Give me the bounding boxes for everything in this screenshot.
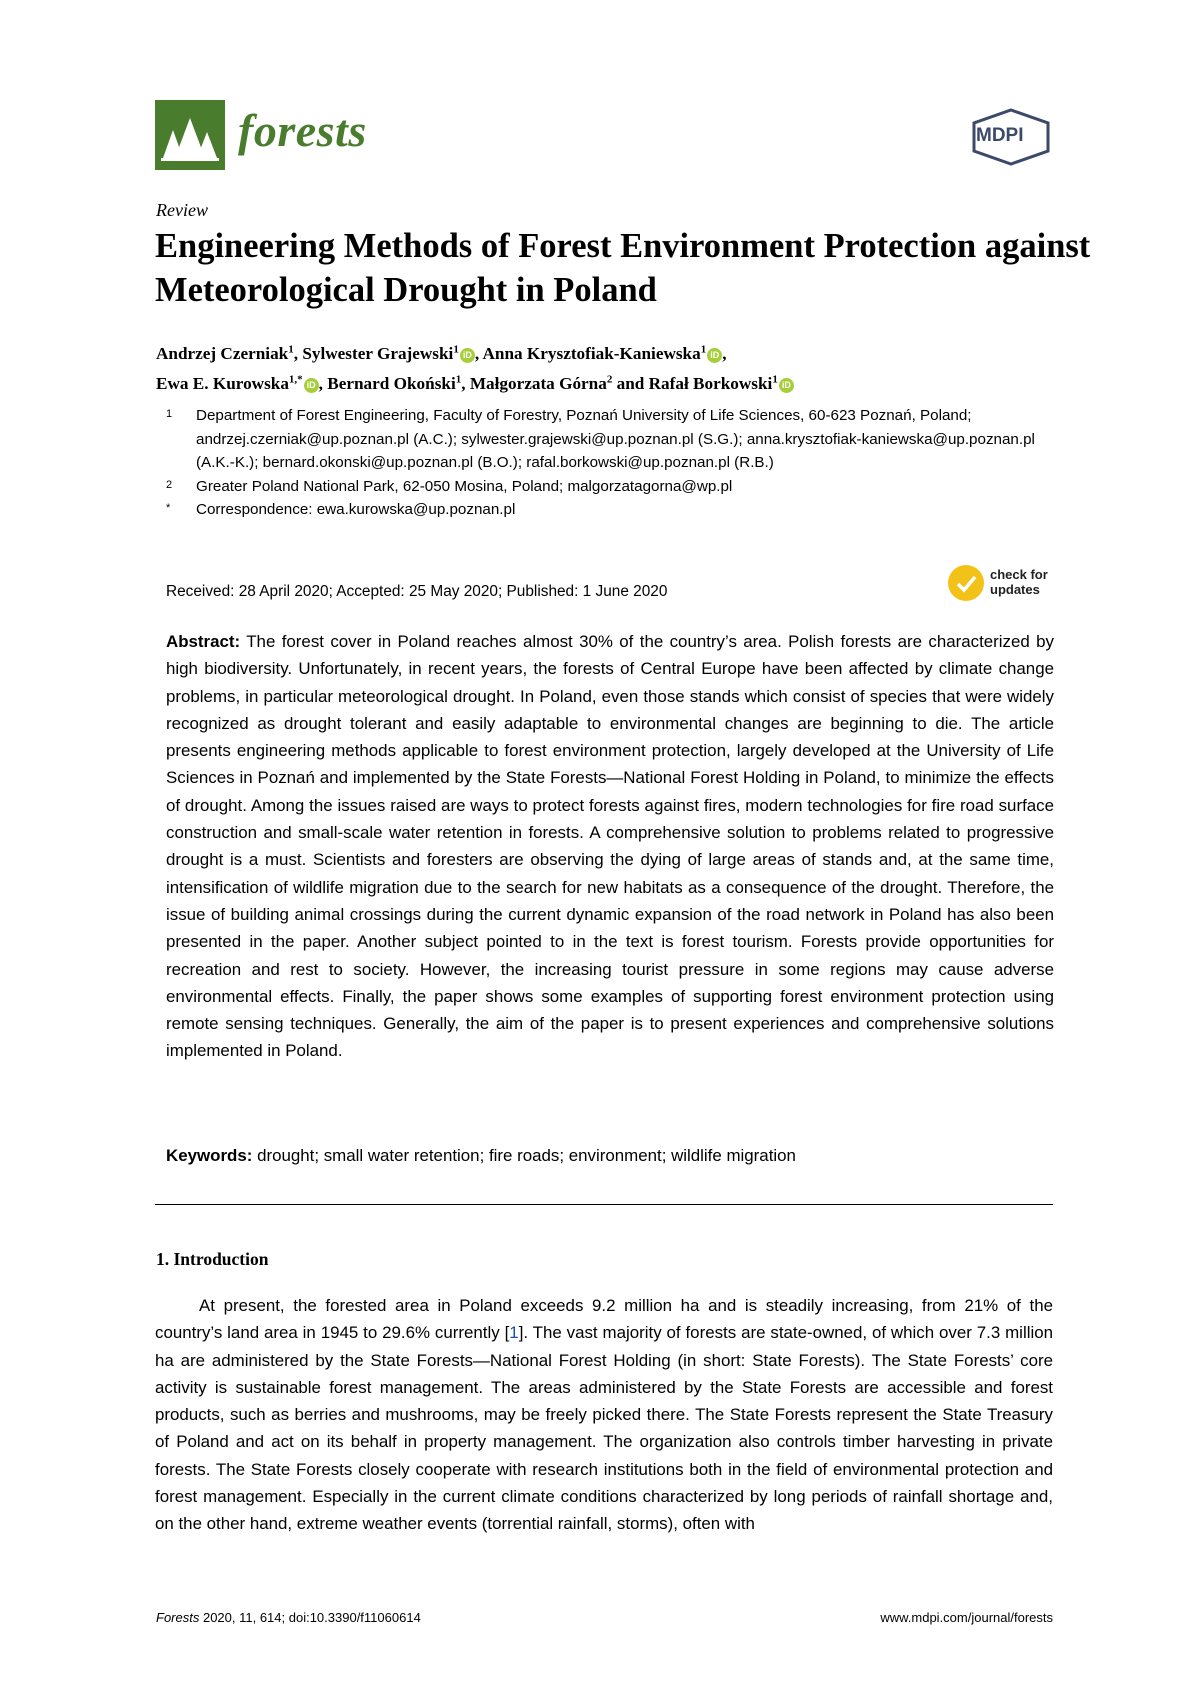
author-name: Bernard Okoński <box>327 374 456 393</box>
paper-title: Engineering Methods of Forest Environment Protection against Meteorological Drought in Poland <box>155 227 1091 309</box>
author-conjunction: and <box>616 374 645 393</box>
journal-logo <box>155 100 225 170</box>
introduction-paragraph <box>155 1292 1053 1538</box>
author-name: Andrzej Czerniak <box>156 344 289 363</box>
author-name: Sylwester Grajewski <box>302 344 454 363</box>
footer-url[interactable]: www.mdpi.com/journal/forests <box>880 1610 1053 1625</box>
publication-dates: Received: 28 April 2020; Accepted: 25 May 2020; Published: 1 June 2020 <box>166 583 668 600</box>
check-icon <box>948 565 984 601</box>
keywords <box>166 1146 1054 1166</box>
affiliation-text: Greater Poland National Park, 62-050 Mosina, Poland; malgorzatagorna@wp.pl <box>196 477 733 495</box>
author-affiliation-mark: 2 <box>606 373 613 386</box>
affiliations <box>163 404 1063 522</box>
affiliation-mark: 2 <box>166 478 173 491</box>
author-list: Andrzej Czerniak$^1$, Sylwester Grajewski$^1$ iD , Anna Krysztofiak-Kaniewska$^1$ iD , Ewa E. Kurowska$^{1,*}$ iD , Bernard Okoński$^1$, Małgorzata Górna$^2$ and Rafał Borkowski$^1$ iD <box>156 339 1096 399</box>
footer-journal: Forests <box>156 1610 200 1625</box>
orcid-icon[interactable]: iD <box>779 378 794 393</box>
author-affiliation-mark: 1 <box>453 343 459 356</box>
footer-doi: 2020, 11, 614; doi:10.3390/f11060614 <box>202 1610 421 1625</box>
author-affiliation-mark: 1 <box>455 373 462 386</box>
abstract-label: Abstract: <box>166 632 241 651</box>
author-name: Małgorzata Górna <box>469 374 607 393</box>
author-affiliation-mark: 1,* <box>288 373 303 386</box>
check-for-updates-badge[interactable] <box>948 565 1108 607</box>
check-line1: check for <box>990 567 1048 582</box>
intro-text-1: At present, the forested area in Poland exceeds 9.2 million ha and is steadily increasing, from 21% of the country’s land area in 1945 to 29.6% currently [ <box>155 1296 1053 1343</box>
affiliation-item <box>163 475 1063 499</box>
check-line2: updates <box>990 582 1040 597</box>
orcid-icon[interactable]: iD <box>707 348 722 363</box>
journal-name: forests <box>238 105 367 156</box>
affiliation-mark: 1 <box>166 408 173 420</box>
footer-citation <box>156 1610 421 1625</box>
author-affiliation-mark: 1 <box>772 373 778 386</box>
abstract-text: The forest cover in Poland reaches almost 30% of the country’s area. Polish forests are characterized by high biodiversity. Unfortunately, in recent years, the forests of Central Europe have been affected by climate change problems, in particular meteorological drought. In Poland, even those stands which consist of species that were widely recognized as drought tolerant and easily adaptable to environmental changes are beginning to die. The article presents engineering methods applicable to forest environment protection, largely developed at the University of Life Sciences in Poznań and implemented by the State Forests—National Forest Holding in Poland, to minimize the effects of drought. Among the issues raised are ways to protect forests against fires, modern technologies for fire road surface construction and small-scale water retention in forests. A comprehensive solution to problems related to progressive drought is a must. Scientists and foresters are observing the dying of large areas of stands and, at the same time, intensification of wildlife migration due to the search for new habitats as a consequence of the drought. Therefore, the issue of building animal crossings during the current dynamic expansion of the road network in Poland has also been presented in the paper. Another subject pointed to in the text is forest tourism. Forests provide opportunities for recreation and rest to society. However, the increasing tourist pressure in some regions may cause adverse environmental effects. Finally, the paper shows some examples of supporting forest environment protection using remote sensing techniques. Generally, the aim of the paper is to present experiences and comprehensive solutions implemented in Poland. <box>166 632 1054 1061</box>
orcid-icon[interactable]: iD <box>304 378 319 393</box>
author-affiliation-mark: 1 <box>288 343 294 356</box>
author-name: Rafał Borkowski <box>648 374 773 393</box>
tree-icon <box>155 100 225 170</box>
affiliation-item <box>163 498 1063 522</box>
article-type: Review <box>156 200 208 220</box>
intro-text-2: ]. The vast majority of forests are state-owned, of which over 7.3 million ha are administered by the State Forests—National Forest Holding (in short: State Forests). The State Forests’ core activity is sustainable forest management. The areas administered by the State Forests are accessible and forest products, such as berries and mushrooms, may be freely picked there. The State Forests represent the State Treasury of Poland and act on its behalf in property management. The organization also controls timber harvesting in private forests. The State Forests closely cooperate with research institutions both in the field of environmental protection and forest management. Especially in the current climate conditions characterized by long periods of rainfall shortage and, on the other hand, extreme weather events (torrential rainfall, storms), often with <box>155 1323 1053 1534</box>
affiliation-text: Correspondence: ewa.kurowska@up.poznan.pl <box>196 501 516 518</box>
publisher-name: MDPI <box>976 125 1024 146</box>
keywords-label: Keywords: <box>166 1146 253 1165</box>
section-divider <box>155 1204 1053 1205</box>
author-name: Anna Krysztofiak-Kaniewska <box>482 344 701 363</box>
affiliation-mark: * <box>166 502 171 514</box>
affiliation-item <box>163 404 1063 475</box>
orcid-icon[interactable]: iD <box>460 348 475 363</box>
abstract <box>166 628 1054 1065</box>
keywords-text: drought; small water retention; fire roads; environment; wildlife migration <box>257 1146 796 1165</box>
citation-link[interactable]: 1 <box>509 1323 519 1343</box>
section-heading: 1. Introduction <box>156 1249 269 1269</box>
affiliation-text: Department of Forest Engineering, Faculty of Forestry, Poznań University of Life Sciences, 60-623 Poznań, Poland; andrzej.czerniak@up.poznan.pl (A.C.); sylwester.grajewski@up.poznan.pl (S.G.); anna.krysztofiak-kaniewska@up.poznan.pl (A.K.-K.); bernard.okonski@up.poznan.pl (B.O.); rafal.borkowski@up.poznan.pl (R.B.) <box>196 407 1035 471</box>
author-name: Ewa E. Kurowska <box>156 374 289 393</box>
author-affiliation-mark: 1 <box>700 343 707 356</box>
